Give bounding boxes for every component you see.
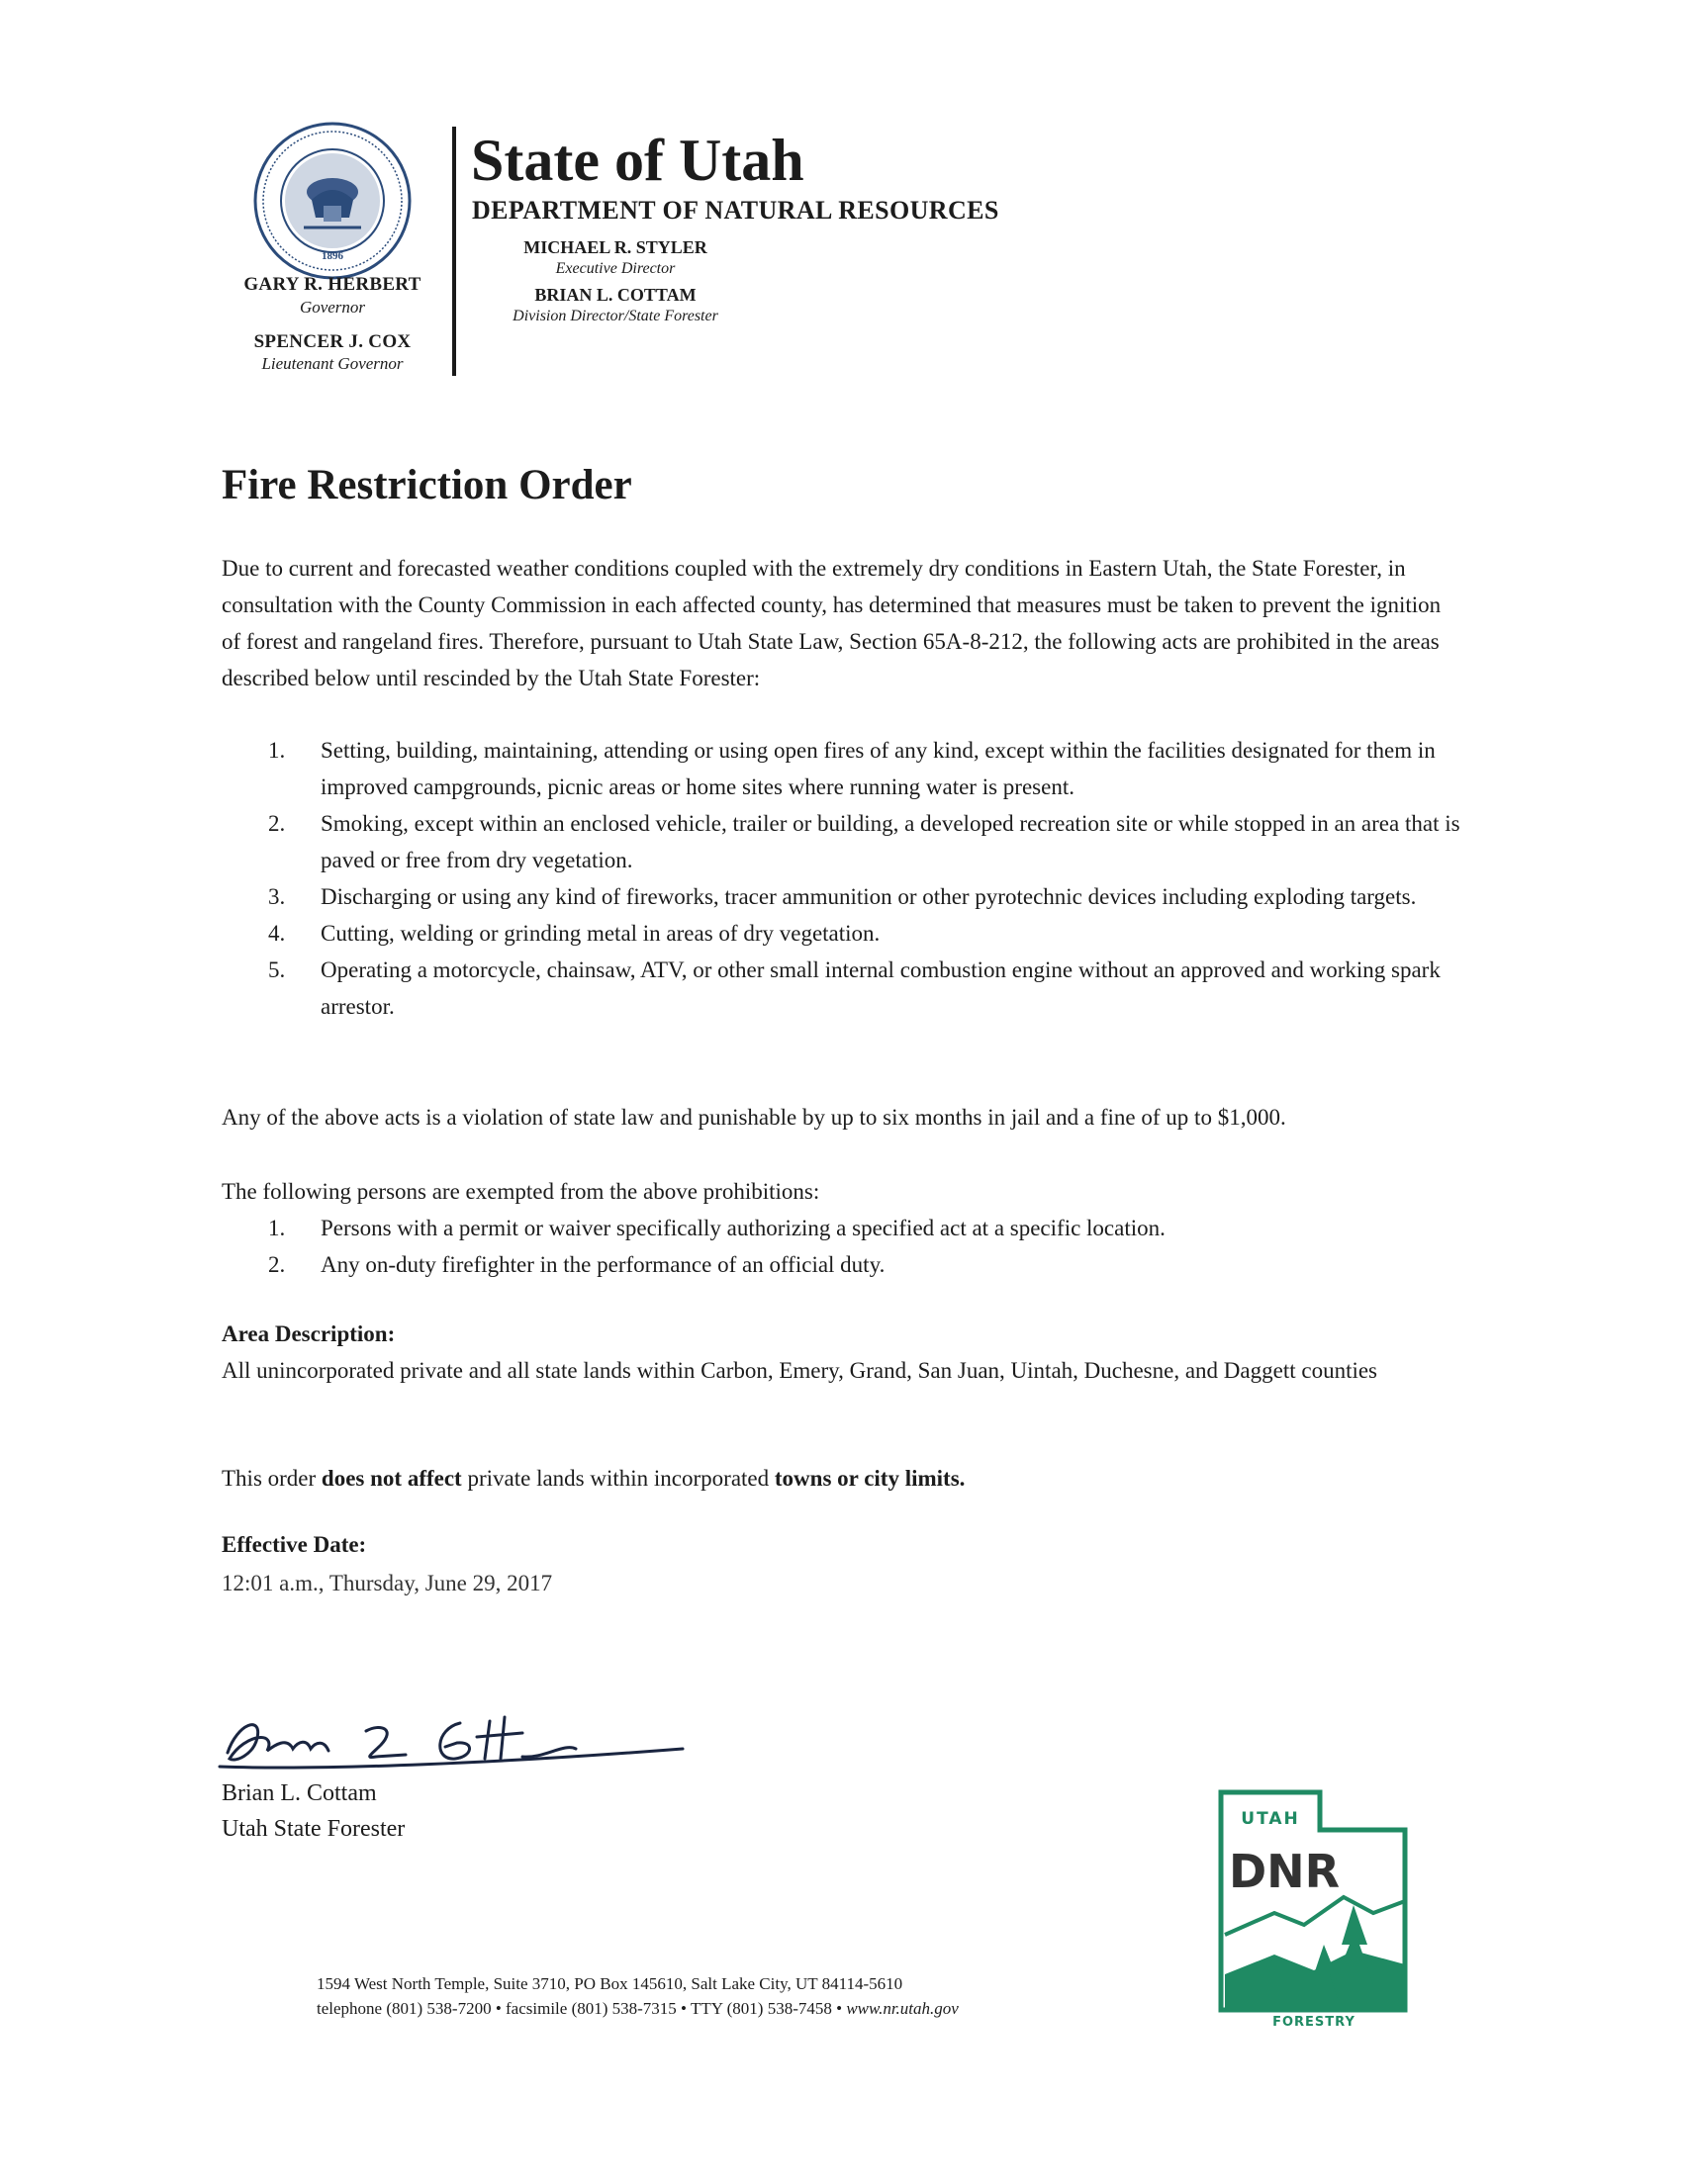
logo-top-text: UTAH bbox=[1241, 1809, 1300, 1829]
exec-director-name: MICHAEL R. STYLER bbox=[523, 237, 707, 257]
letterhead-divider bbox=[452, 127, 456, 376]
list-item: 5. Operating a motorcycle, chainsaw, ATV, or other small internal combustion engine without an approved and working spark arrestor. bbox=[268, 957, 1441, 1019]
footer-address: 1594 West North Temple, Suite 3710, PO Box 145610, Salt Lake City, UT 84114-5610 bbox=[317, 1974, 903, 1993]
signer-title: Utah State Forester bbox=[222, 1816, 406, 1842]
penalty-paragraph: Any of the above acts is a violation of state law and punishable by up to six months in jail and a fine of up to $1,000. bbox=[222, 1105, 1286, 1130]
area-text: All unincorporated private and all state lands within Carbon, Emery, Grand, San Juan, Uintah, Duchesne, and Daggett counties bbox=[222, 1358, 1378, 1383]
list-item: 1. Setting, building, maintaining, attending or using open fires of any kind, except within the facilities designated for them in improved campgrounds, picnic areas or home sites where running water is present. bbox=[268, 738, 1436, 799]
division-director-name: BRIAN L. COTTAM bbox=[534, 285, 697, 305]
state-seal bbox=[252, 121, 413, 281]
utah-dnr-forestry-logo bbox=[1215, 1786, 1413, 2028]
document-title: Fire Restriction Order bbox=[222, 462, 632, 508]
list-item: 2. Any on-duty firefighter in the performance of an official duty. bbox=[268, 1252, 886, 1277]
list-item: 3. Discharging or using any kind of fireworks, tracer ammunition or other pyrotechnic devices including exploding targets. bbox=[268, 884, 1417, 909]
exemptions-list bbox=[222, 1210, 1468, 1283]
exec-director-title: Executive Director bbox=[555, 260, 676, 277]
governor-name: GARY R. HERBERT bbox=[243, 274, 421, 295]
lt-governor-name: SPENCER J. COX bbox=[253, 331, 412, 352]
footer-contact: telephone (801) 538-7200 • facsimile (801) 538-7315 • TTY (801) 538-7458 • www.nr.utah.gov bbox=[317, 1999, 959, 2018]
intro-paragraph: Due to current and forecasted weather conditions coupled with the extremely dry conditions in Eastern Utah, the State Forester, in consultation with the County Commission in each affected county, has determined that measures must be taken to prevent the ignition of forest and rangeland fires. Therefore, pursuant to Utah State Law, Section 65A-8-212, the following acts are prohibited in the areas described below until rescinded by the Utah State Forester: bbox=[222, 556, 1442, 690]
lt-governor-title: Lieutenant Governor bbox=[261, 354, 404, 373]
footer-website: www.nr.utah.gov bbox=[846, 1999, 959, 2018]
list-item: 1. Persons with a permit or waiver specifically authorizing a specified act at a specific location. bbox=[268, 1216, 1166, 1240]
order-note: This order does not affect private lands within incorporated towns or city limits. bbox=[222, 1466, 966, 1491]
division-director-title: Division Director/State Forester bbox=[513, 308, 718, 324]
logo-bottom-text: FORESTRY bbox=[1272, 2015, 1355, 2028]
effective-date: 12:01 a.m., Thursday, June 29, 2017 bbox=[222, 1571, 553, 1595]
effective-heading: Effective Date: bbox=[222, 1532, 367, 1557]
area-heading: Area Description: bbox=[222, 1321, 396, 1346]
list-item: 2. Smoking, except within an enclosed vehicle, trailer or building, a developed recreation site or while stopped in an area that is paved or free from dry vegetation. bbox=[268, 811, 1460, 872]
handwritten-signature bbox=[208, 1693, 702, 1782]
governor-title: Governor bbox=[299, 298, 366, 317]
logo-main-text: DNR bbox=[1228, 1845, 1341, 1898]
prohibited-list bbox=[222, 732, 1468, 1025]
exemptions-intro: The following persons are exempted from the above prohibitions: bbox=[222, 1179, 820, 1204]
list-item: 4. Cutting, welding or grinding metal in areas of dry vegetation. bbox=[268, 921, 881, 946]
signer-name: Brian L. Cottam bbox=[222, 1780, 377, 1806]
seal-year: 1896 bbox=[322, 250, 343, 262]
department-name: DEPARTMENT OF NATURAL RESOURCES bbox=[472, 196, 999, 225]
state-name: State of Utah bbox=[471, 128, 804, 193]
